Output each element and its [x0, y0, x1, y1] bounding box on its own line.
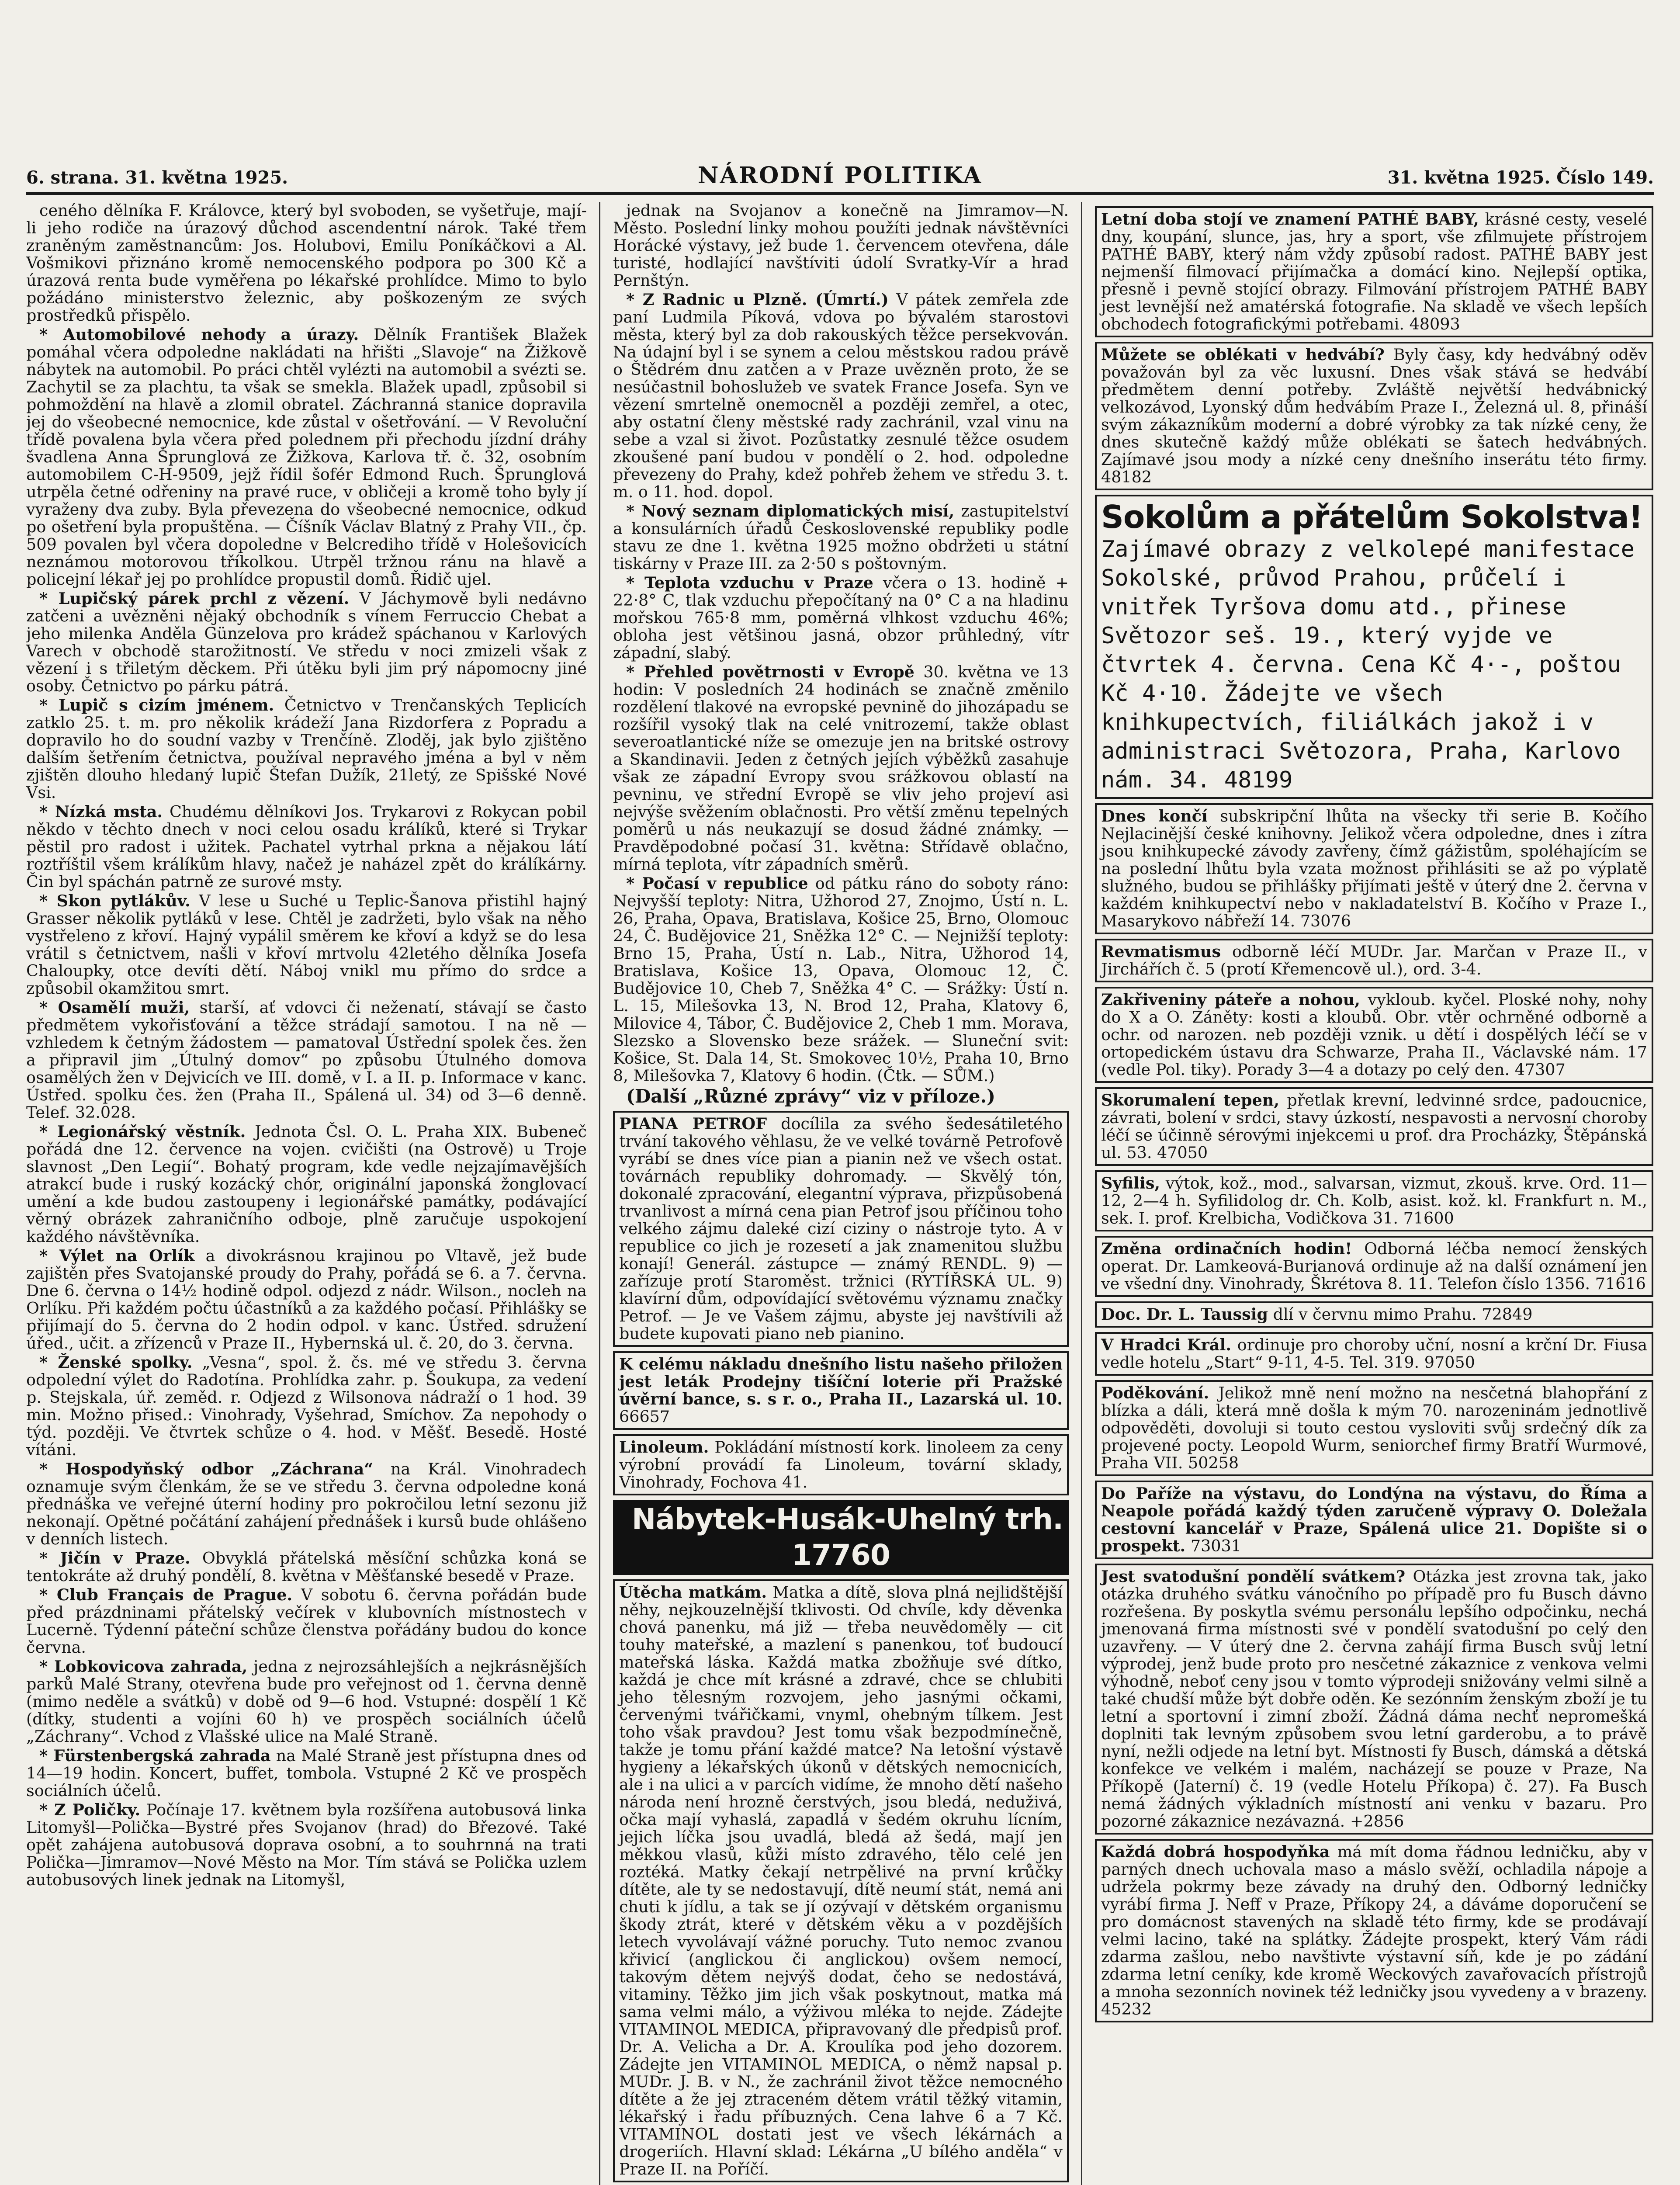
- article-heading: Můžete se oblékati v hedvábí?: [1101, 345, 1385, 364]
- article-body: Jelikož mně není možno na nesčetná blahopřání z blízka a dáli, která mně došla k mým 70. narozeninám jednotlivě odpověděti, dovoluji si touto cestou vysloviti svůj srdečný dík za projevené pocty. Leopold Wurm, seniorchef firmy Bratří Wurmové, Praha VII. 50258: [1101, 1384, 1648, 1472]
- article-paragraph: [1095, 1332, 1653, 1376]
- article-heading: * Lupičský párek prchl z vězení.: [39, 589, 350, 608]
- article-body: Matka a dítě, slova plná nejlidštější něhy, nejkouzelnější tklivosti. Od chvíle, kdy děvenka chová panenku, má již — třeba neuvědoměly — cit touhy mateřské, a mazlení s panenkou, toť budoucí mateřská láska. Každá matka zbožňuje své dítko, každá je chce mít krásné a zdravé, chce se chlubiti jeho tělesným rozvojem, jeho jasnými očkami, červenými tvářičkami, vnyml, ohebným tílkem. Jest toho však pravdou? Jest tomu však bezpodmínečně, takže je tomu přání každé matce? Na letošní výstavě hygieny a lékařských úkonů v dětských nemocnicích, ale i na ulici a v parcích vidíme, že mnoho dětí našeho národa není hrozně čerstvých, jsou bledá, neduživá, očka mají vyhaslá, zapadlá v šedém okruhu lícním, jejich líčka jsou uvadlá, bledá až šedá, mají jen měkkou vlasů, kůži místo zdravého, tělo celé jen roztéká. Matky čekají netrpělivé na první krůčky dítěte, ale ty se nedostavují, dítě neumí stát, nemá ani chuti k jídlu, a tak se jí ozývají v dětském organismu škody ztrát, které v dětském věku a v pozdějších letech vyvolávají vážné poruchy. Tuto nemoc zvanou křivicí (anglickou či anglickou) ovšem nemocí, takovým dětem nejvýš dodat, čeho se nedostává, vitaminy. Těžko jim jich však poskytnout, matka má sama velmi málo, a výživou mléka to nejde. Zádejte VITAMINOL MEDICA, připravovaný dle předpisů prof. Dr. A. Velicha a Dr. A. Kroulíka pod jeho dozorem. Zádejte jen VITAMINOL MEDICA, o němž napsal p. MUDr. J. B. v N., že zachránil život těžce nemocného dítěte a že jej ztraceném dětem vrátil těžký vitamin, lékařský i řadu příbuzných. Cena lahve 6 a 7 Kč. VITAMINOL dostati jest ve všech lékárnách a drogeriích. Hlavní sklad: Lékárna „U bílého anděla“ v Praze II. na Poříčí.: [619, 1583, 1063, 2178]
- article-heading: Doc. Dr. L. Taussig: [1101, 1305, 1268, 1324]
- article-heading: Linoleum.: [619, 1438, 709, 1457]
- article-heading: (Další „Různé zprávy“ viz v příloze.): [626, 1086, 996, 1107]
- article-heading: * Z Poličky.: [39, 1800, 141, 1819]
- article-body: V lese u Suché u Teplic-Šanova přistihl hajný Grasser několik pytláků v lese. Chtěl je zadržeti, bylo však na něho vystřeleno z křoví. Hajný vypálil směrem ke křoví a když se do lesa vrátil s četnictvem, našli v křoví mrtvolu 42letého dělníka Josefa Chaloupky, otce devíti dětí. Náboj vnikl mu přímo do srdce a způsobil okamžitou smrt.: [26, 891, 587, 998]
- article-paragraph: [1095, 803, 1653, 934]
- article-body: Zajímavé obrazy z velkolepé manifestace Sokolské, průvod Prahou, průčelí i vnitřek Tyršova domu atd., přinese Světozor seš. 19., který vyjde ve čtvrtek 4. června. Cena Kč 4·-, poštou Kč 4·10. Žádejte ve všech knihkupectvích, filiálkách jakož i v administraci Světozora, Praha, Karlovo nám. 34. 48199: [1101, 536, 1635, 793]
- article-paragraph: [26, 1747, 587, 1800]
- article-body: krásné cesty, veselé dny, koupání, slunce, jas, hry a sport, vše zfilmujete přístrojem PATHÉ BABY, který nám vždy způsobí radost. PATHÉ BABY jest nejmenší filmovací přijímačka a domácí kino. Nejlepší optika, přesně i pevně stojící obrazy. Filmování přístrojem PATHÉ BABY jest levnější než amatérská fotografie. Na skladě ve všech lepších obchodech fotografickými potřebami. 48093: [1101, 210, 1648, 333]
- article-paragraph: [1095, 1481, 1653, 1559]
- article-body: na Malé Straně jest přístupna dnes od 14—19 hodin. Koncert, buffet, tombola. Vstupné 2 Kč ve prospěch sociálních účelů.: [26, 1746, 587, 1800]
- article-body: Jednota Čsl. O. L. Praha XIX. Bubeneč pořádá dne 12. července na vojen. cvičišti (na Ostrově) u Troje slavnost „Den Legií“. Bohatý program, kde vedle nejzajímavějších atrakcí bude i ruský kozácký chór, originální japonská žonglovací umění a kde budou zastoupeny i legionářské památky, podávající věrný obrázek zahraničního odboje, plně zaručuje uspokojení každého návštěvníka.: [26, 1122, 587, 1246]
- article-body: V sobotu 6. června pořádán bude před prázdninami přátelský večírek v klubovních místnostech v Lucerně. Týdenní páteční schůze členstva pořádány budou do konce června.: [26, 1585, 587, 1657]
- article-body: má mít doma řádnou ledničku, aby v parných dnech uchovala maso a máslo svěží, ochladila nápoje a udržela pokrmy beze závady na druhý den. Odborný ledničky vyrábí firma J. Neff v Praze, Příkopy 24, a dáváme doporučení se pro domácnost stavených na skladě této firmy, kde se prodávají velmi lacino, také na splátky. Žádejte prospekt, který Vám rádi zdarma zašlou, nebo navštivte výstavní síň, kde je po zádání zdarma letní ceníky, kde kromě Weckových zavařovacích přístrojů a mnoha sezonních novinek též ledničky jsou vyvedeny a v brazeny. 45232: [1101, 1842, 1647, 2019]
- article-paragraph: [26, 803, 587, 891]
- article-paragraph: [613, 574, 1069, 662]
- column-3: [1095, 202, 1653, 2185]
- article-body: přetlak krevní, ledvinné srdce, padoucnice, závrati, bolení v srdci, stavy úzkostí, nespavosti a nervosní choroby léčí se účinně sérovými injekcemi u prof. dra Procházky, Štěpánská ul. 53. 47050: [1101, 1091, 1648, 1162]
- article-paragraph: [26, 326, 587, 588]
- article-body: Pokládání místností kork. linoleem za ceny výrobní provádí fa Linoleum, tovární sklady, Vinohrady, Fochova 41.: [619, 1438, 1063, 1491]
- article-body: starší, ať vdovci či neženatí, stávají se často předmětem vykořisťování a těžce strádají samotou. I na ně — vzhledem k četným žádostem — pamatoval Ústřední spolek čes. žen a připravil jim „Útulný domov“ po způsobu Útulného domova osamělých žen v Dejvicích ve III. domě, v I. a II. p. Informace v kanc. Ústřed. spolku čes. žen (Praha II., Spálená ul. 34) od 3—6 denně. Telef. 32.028.: [26, 998, 587, 1122]
- article-heading: K celému nákladu dnešního listu našeho přiložen jest leták Prodejny tišíční loterie při Pražské úvěrní bance, s. s r. o., Praha II., Lazarská ul. 10.: [619, 1355, 1063, 1408]
- article-heading: Zakřiveniny páteře a nohou,: [1101, 990, 1361, 1009]
- article-body: 30. května ve 13 hodin: V posledních 24 hodinách se značně změnilo rozdělení tlakové na evropské pevnině do jihozápadu se rozšířil vysoký tlak na celé vnitrozemí, takže oblast severoatlantické níže se omezuje jen na britské ostrovy a Skandinavii. Jeden z četných jejích výběžků zasahuje však ze západní Evropy svou srážkovou oblastí na pevninu, ve střední Evropě se vliv jeho projeví asi nejvýše svěžením oblačnosti. Pro větší změnu tepelných poměrů u nás neukazují se dosud žádné známky. — Pravděpodobné počasí 31. května: Střídavě oblačno, mírná teplota, vítr západních směrů.: [613, 662, 1069, 874]
- article-body: ordinuje pro choroby uční, nosní a krční Dr. Fiusa vedle hotelu „Start“ 9-11, 4-5. Tel. 319. 97050: [1101, 1335, 1648, 1372]
- article-paragraph: [1095, 1087, 1653, 1166]
- article-heading: * Výlet na Orlík: [39, 1246, 195, 1265]
- article-paragraph: [613, 291, 1069, 501]
- article-body: jedna z nejrozsáhlejších a nejkrásnějších parků Malé Strany, otevřena bude pro veřejnost od 1. června denně (mimo neděle a svátků) v době od 9—6 hod. Vstupné: dospělí 1 Kč (dítky, studenti a vojíni 60 h) ve prospěch sociálních účelů „Záchrany“. Vchod z Vlašské ulice na Malé Straně.: [26, 1657, 587, 1746]
- article-heading: * Nízká msta.: [39, 802, 163, 821]
- article-paragraph: [26, 697, 587, 801]
- article-paragraph: [1095, 1380, 1653, 1476]
- article-paragraph: [26, 1247, 587, 1352]
- column-divider: [599, 202, 600, 2185]
- article-paragraph: [613, 1434, 1069, 1495]
- article-paragraph: [1095, 987, 1653, 1083]
- article-paragraph: [26, 892, 587, 997]
- issue-date-number: 31. května 1925. Číslo 149.: [1387, 167, 1654, 188]
- article-body: odborně léčí MUDr. Jar. Marčan v Praze II., v Jirchářích č. 5 (protí Křemencově ul.), ord. 3-4.: [1101, 942, 1647, 978]
- article-body: Dělník František Blažek pomáhal včera odpoledne nakládati na hřišti „Slavoje“ na Žižkově nábytek na automobil. Po práci chtěl vylézti na automobil a svézti se. Zachytil se za plachtu, ta však se smekla. Blažek upadl, způsobil si pohmoždění na hlavě a zlomil obratel. Záchranná stanice dopravila jej do všeobecné nemocnice, kde zůstal v ošetřování. — V Revoluční třídě povalena byla včera před polednem při přechodu jízdní dráhy švadlena Anna Šprunglová ze Žižkova, Karlova tř. č. 32, osobním automobilem C-H-9509, jejž řídil šofér Edmond Ruch. Šprunglová utrpěla četné odřeniny na pravé ruce, v obličeji a kromě toho byly jí vyraženy dva zuby. Byla převezena do všeobecné nemocnice, odkud po ošetření byla propuštěna. — Číšník Václav Blatný z Prahy VII., čp. 509 povalen byl včera dopoledne v Belcrediho třídě v Holešovicích neznámou motorovou tříkolkou. Utrpěl tržnou ránu na hlavě a policejní lékař jej po prohlídce propustil domů. Řidič ujel.: [26, 325, 587, 589]
- article-body: „Vesna“, spol. ž. čs. mé ve středu 3. června odpolední výlet do Radotína. Prohlídka zahr. p. Šoukupa, za vedení p. Stejskala, úř. zeměd. r. Odjezd z Wilsonova nádraží o 1 hod. 39 min. Možno přised.: Vinohrady, Vyšehrad, Smíchov. Za nepohody o týd. později. Ve čtvrtek schůze o 4. hod. v Měšť. Besedě. Hosté vítáni.: [26, 1353, 587, 1459]
- article-paragraph: [26, 999, 587, 1121]
- article-body: zastupitelství a konsulárních úřadů Československé republiky podle stavu ze dne 1. května 1925 možno obdržeti u státní tiskárny v Praze III. za 2·50 s poštovným.: [613, 502, 1069, 573]
- article-body: subskripční lhůta na všecky tři serie B. Kočího Nejlacinější české knihovny. Jelikož včera odpoledne, dnes i zítra jsou knihkupecké závody zavřeny, čímž gážistům, spoléhajícím se na poslední lhůtu byla vzata možnost přihlásiti se až po výplatě služného, budou se přihlášky přijímati ještě v úterý dne 2. června v každém knihkupectví nebo v nakladatelství B. Kočího v Praze I., Masarykovo nábřeží 14. 73076: [1101, 807, 1647, 930]
- article-heading: Každá dobrá hospodyňka: [1101, 1842, 1330, 1861]
- column-divider: [1081, 202, 1082, 2185]
- page-number-date: 6. strana. 31. května 1925.: [26, 167, 288, 188]
- article-paragraph: [1095, 1170, 1653, 1231]
- article-heading: * Fürstenbergská zahrada: [39, 1746, 271, 1765]
- article-body: Chudému dělníkovi Jos. Trykarovi z Rokycan pobil někdo v těchto dnech v noci celou osadu králíků, které si Trykar pěstil pro radost i užitek. Pachatel vytrhal prkna a nějakou látí roztříštil všem králíkům hlavy, načež je naházel zpět do králíkárny. Čin byl spáchán patrně ze surové msty.: [26, 802, 587, 891]
- article-paragraph: [26, 1658, 587, 1745]
- article-paragraph: [1095, 495, 1653, 799]
- article-paragraph: [613, 1086, 1069, 1106]
- article-body: jednak na Svojanov a konečně na Jimramov—N. Město. Poslední linky mohou použíti jednak návštěvníci Horácké výstavy, jež bude 1. červencem otevřena, dále turisté, hodlající navštíviti údolí Svratky-Vír a hrad Pernštýn.: [613, 202, 1069, 290]
- article-heading: * Ženské spolky.: [39, 1353, 193, 1372]
- article-paragraph: [26, 1801, 587, 1889]
- article-heading: * Hospodyňský odbor „Záchrana“: [39, 1460, 374, 1478]
- article-heading: * Legionářský věstník.: [39, 1122, 246, 1141]
- article-heading: Nábytek-Husák-Uhelný trh.: [631, 1502, 1063, 1536]
- article-paragraph: [26, 1550, 587, 1585]
- article-heading: * Z Radnic u Plzně. (Úmrtí.): [626, 290, 889, 309]
- article-heading: * Lupič s cizím jménem.: [39, 696, 274, 714]
- article-body: V pátek zemřela zde paní Ludmila Píková, vdova po bývalém starostovi města, který byl za dob rakouských těžce persekvován. Na údajní byl i se synem a celou městskou radou právě o Štědrém dnu zatčen a v Praze uvězněn proto, že se nesúčastnil bohoslužeb ve svatek France Josefa. Syn ve vězení smrtelně onemocněl a později zemřel, a otec, aby ostatní členy městské rady zachránil, vzal vinu na sebe a vzal si život. Pozůstatky zesnulé těžce osudem zkoušené paní budou v pondělí o 2. hod. odpoledne převezeny do Prahy, kdež pohřeb žehem ve středu 3. t. m. o 11. hod. dopol.: [613, 290, 1069, 501]
- article-paragraph: [613, 875, 1069, 1085]
- article-paragraph: [613, 202, 1069, 289]
- article-heading: * Nový seznam diplomatických misí,: [626, 502, 955, 520]
- article-paragraph: [26, 202, 587, 324]
- article-heading: Poděkování.: [1101, 1384, 1209, 1402]
- article-heading: Revmatismus: [1101, 942, 1221, 961]
- article-heading: * Přehled povětrnosti v Evropě: [626, 662, 914, 681]
- article-heading: Letní doba stojí ve znamení PATHÉ BABY,: [1101, 210, 1479, 229]
- article-paragraph: [613, 1111, 1069, 1347]
- article-heading: V Hradci Král.: [1101, 1335, 1232, 1354]
- article-heading: * Osamělí muži,: [39, 998, 190, 1017]
- article-paragraph: [613, 503, 1069, 572]
- article-paragraph: [1095, 1564, 1653, 1835]
- article-heading: Syfilis,: [1101, 1174, 1160, 1193]
- article-paragraph: [1095, 939, 1653, 982]
- article-heading: Dnes končí: [1101, 807, 1208, 825]
- article-paragraph: [1095, 1236, 1653, 1297]
- column-1: [26, 202, 587, 2185]
- article-paragraph: [1095, 1839, 1653, 2022]
- article-heading: * Jičín v Praze.: [39, 1549, 191, 1568]
- masthead-title: NÁRODNÍ POLITIKA: [697, 162, 983, 189]
- article-body: Odborná léčba nemocí ženských operat. Dr. Lamkeová-Burianová ordinuje až na další oznámení jen ve všední dny. Vinohrady, Škrétova 8. 11. Telefon číslo 1356. 71616: [1101, 1239, 1647, 1293]
- article-heading: Jest svatodušní pondělí svátkem?: [1101, 1567, 1406, 1586]
- article-body: od pátku ráno do soboty ráno: Nejvyšší teploty: Nitra, Užhorod 27, Znojmo, Ústí n. L. 26, Praha, Opava, Bratislava, Košice 25, Brno, Olomouc 24, Č. Budějovice 21, Sněžka 12° C. — Nejnižší teploty: Brno 15, Praha, Ústí n. Lab., Nitra, Užhorod 14, Bratislava, Košice 13, Opava, Olomouc 12, Č. Budějovice 10, Cheb 7, Sněžka 4° C. — Srážky: Ústí n. L. 15, Milešovka 13, N. Brod 12, Praha, Klatovy 6, Milovice 4, Tábor, Č. Budějovice 2, Cheb 1 mm. Morava, Slezsko a Slovensko beze srážek. — Sluneční svit: Košice, St. Dala 14, St. Smokovec 10½, Praha 10, Brno 8, Milešovka 7, Klatovy 6 hodin. (Čtk. — SŮM.): [613, 874, 1069, 1085]
- page-header: [26, 162, 1654, 195]
- article-body: Počínaje 17. květnem byla rozšířena autobusová linka Litomyšl—Polička—Bystré přes Svojanov (hrad) do Březové. Také opět zahájena autobusová doprava osobní, a to souhrnná na trati Polička—Jimramov—Nové Město na Mor. Tím stává se Polička uzlem autobusových linek jednak na Litomyšl,: [26, 1800, 587, 1889]
- article-paragraph: [26, 1123, 587, 1245]
- article-paragraph: [613, 1351, 1069, 1430]
- article-body: Obvyklá přátelská měsíční schůzka koná se tentokráte až druhý pondělí, 8. května v Měšťanské besedě v Praze.: [26, 1549, 587, 1585]
- article-paragraph: [613, 1500, 1069, 1575]
- article-body: Byly časy, kdy hedvábný oděv považován byl za věc luxusní. Dnes však stává se hedvábí předmětem denní potřeby. Zvláště největší hedvábnický velkozávod, Lyonský dům hedvábím Praze I., Železná ul. 8, přináší svým zákazníkům moderní a dobré výrobky za tak nízké ceny, že dnes skutečně každý může oblékati se šatech hedvábných. Zajímavé jsou mody a nízké ceny dnešního inserátu této firmy. 48182: [1101, 345, 1647, 486]
- article-heading: Sokolům a přátelům Sokolstva!: [1101, 499, 1643, 535]
- article-paragraph: [26, 1586, 587, 1656]
- article-body: na Král. Vinohradech oznamuje svým členkám, že se ve středu 3. června odpoledne koná přednáška ve veřejné úterní hodiny pro pokročilou letní sezonu již nekonají. Opětné počátání zahájení přednášek i kursů bude ohlášeno v denních listech.: [26, 1460, 587, 1548]
- article-paragraph: [26, 590, 587, 695]
- column-2: [613, 202, 1069, 2185]
- article-heading: * Teplota vzduchu v Praze: [626, 573, 873, 592]
- article-body: 17760: [792, 1538, 890, 1572]
- article-paragraph: [26, 1460, 587, 1548]
- article-body: Četnictvo v Trenčanských Teplicích zatklo 25. t. m. pro několik krádeží Jana Rizdorfera z Popradu a dopravilo ho do soudní vazby v Trenčíně. Zloděj, jak bylo zjištěno dalším šetřením četnictva, používal nepravého jména a byl v něm zjištěn dlouho hledaný lupič Štefan Dužík, 21letý, ze Spišské Nové Vsi.: [26, 696, 587, 802]
- article-heading: Do Paříže na výstavu, do Londýna na výstavu, do Říma a Neapole pořádá každý týden zaručeně výpravy O. Doležala cestovní kancelář v Praze, Spálená ulice 21. Dopište si o prospekt.: [1101, 1484, 1647, 1555]
- article-heading: PIANA PETROF: [619, 1114, 767, 1133]
- article-paragraph: [1095, 206, 1653, 337]
- article-body: V Jáchymově byli nedávno zatčeni a uvězněni nějaký obchodník s vínem Ferruccio Chebat a jeho milenka Anděla Günzelova pro krádež spáchanou v Karlových Varech v obchodě starožitností. Ve středu v noci zmizeli však z vězení i s třiletým děckem. Při útěku byli jim prý nápomocny jiné osoby. Četnictvo po párku pátrá.: [26, 589, 587, 695]
- article-body: a divokrásnou krajinou po Vltavě, jež bude zajištěn přes Svatojanské proudy do Prahy, pořádá se 6. a 7. června. Dne 6. června o 14½ hodině odpol. odjezd z nádr. Wilson., nocleh na Orlíku. Při každém počtu účastníků a za každého počasí. Přihlášky se přijímají do 5. června do 2 hodin odpol. v kanc. Ústřed. sdružení úřed., učit. a zřízenců v Praze II., Hybernská ul. č. 20, do 3. června.: [26, 1246, 587, 1353]
- article-heading: * Automobilové nehody a úrazy.: [39, 325, 359, 344]
- article-heading: * Skon pytlákův.: [39, 891, 191, 910]
- article-body: vykloub. kyčel. Ploské nohy, nohy do X a O. Záněty: kosti a kloubů. Obr. vtěr ochrněné odborně a ochr. od narozen. neb později vznik. u dětí i dospělých léčí se v ortopedickém ústavu dra Schwarze, Praha II., Václavské nám. 17 (vedle Pol. tiky). Porady 3—4 a dotazy po celý den. 47307: [1101, 990, 1647, 1079]
- article-body: ceného dělníka F. Královce, který byl svoboden, se vyšetřuje, mají-li jeho rodiče na úrazový důchod ascendentní nárok. Také třem zraněným zaměstnancům: Jos. Holubovi, Emilu Poníkáčkovi a Al. Vošmikovi přiznáno kromě nemocenského podpora po 300 Kč a úrazová renta bude vyměřena po lékařské prohlídce. Mimo to bylo požádáno ministerstvo železnic, aby poškozeným ze svých prostředků přispělo.: [26, 202, 587, 325]
- article-body: výtok, kož., mod., salvarsan, vizmut, zkouš. krve. Ord. 11—12, 2—4 h. Syfilidolog dr. Ch. Kolb, asist. kož. kl. Frankfurt n. M., sek. I. prof. Krelbicha, Vodičkova 31. 71600: [1101, 1174, 1647, 1228]
- article-body: Otázka jest zrovna tak, jako otázka druhého svátku vánočního po případě pro fu Busch dávno rozřešena. By poskytla svému personálu lepšího odpočinku, nechá jmenovaná firma místnosti své v pondělí svatodušní po celý den uzavřeny. — V úterý dne 2. června zahájí firma Busch svůj letní výprodej, jenž bude proto pro nesčetné zákaznice z venkova velmi výhodně, neboť ceny jsou v tomto výprodeji snižovány velmi silně a také chudší může být dobře oděn. Ke sezónním ženským zboží je tu letní a sportovní i zimní zboží. Žádná dáma nechť nepromešká doplniti tak levným způsobem svou letní garderobu, a to právě nyní, nežli odjede na letní byt. Místnosti fy Busch, dámská a dětská konfekce ve velkém i malém, nacházejí se pouze v Praze, Na Příkopě (Jaterní) č. 19 (vedle Hotelu Příkopa) č. 27). Fa Busch nemá žádných výkladních místností ani venku v bazaru. Pro pozorné zákaznice nezávazná. +2856: [1101, 1567, 1647, 1831]
- article-paragraph: [1095, 1301, 1653, 1328]
- article-body: 66657: [619, 1407, 670, 1426]
- article-body: včera o 13. hodině + 22·8° C, tlak vzduchu přepočítaný na 0° C a na hladinu mořskou 765·8 mm, poměrná vlhkost vzduchu 46%; obloha jest většinou jasná, obzor průhledný, vítr západní, slabý.: [613, 573, 1069, 662]
- article-heading: * Club Français de Prague.: [39, 1585, 293, 1604]
- article-paragraph: [613, 1579, 1069, 2182]
- article-paragraph: [1095, 342, 1653, 490]
- article-heading: Skorumalení tepen,: [1101, 1091, 1280, 1110]
- article-heading: Útěcha matkám.: [619, 1583, 767, 1602]
- article-body: docílila za svého šedesátiletého trvání takového věhlasu, že ve velké továrně Petrofově vyrábí se dnes více pian a pianin než ve všech ostat. továrnách republiky dohromady. — Skvělý tón, dokonalé zpracování, elegantní výprava, přizpůsobená trvanlivost a mírná cena pian Petrof jsou příčinou toho velkého zájmu daleké cizí ciziny o nástroje tyto. A v republice co jich je rozesetí a jak znamenitou službu konají! Generál. zástupce — známý RENDL. 9) — zařízuje protí Staroměst. tržnici (RYTÍŘSKÁ UL. 9) klavírní dům, odpovídající světovému významu značky Petrof. — Je ve Vašem zájmu, abyste jej navštívili až budete kupovati piano neb pianino.: [619, 1114, 1063, 1343]
- article-paragraph: [613, 663, 1069, 873]
- article-body: 73031: [1190, 1536, 1241, 1555]
- article-heading: * Počasí v republice: [626, 874, 808, 893]
- article-paragraph: [26, 1354, 587, 1459]
- article-body: dlí v červnu mimo Prahu. 72849: [1273, 1305, 1533, 1324]
- article-heading: * Lobkovicova zahrada,: [39, 1657, 248, 1676]
- article-heading: Změna ordinačních hodin!: [1101, 1239, 1352, 1258]
